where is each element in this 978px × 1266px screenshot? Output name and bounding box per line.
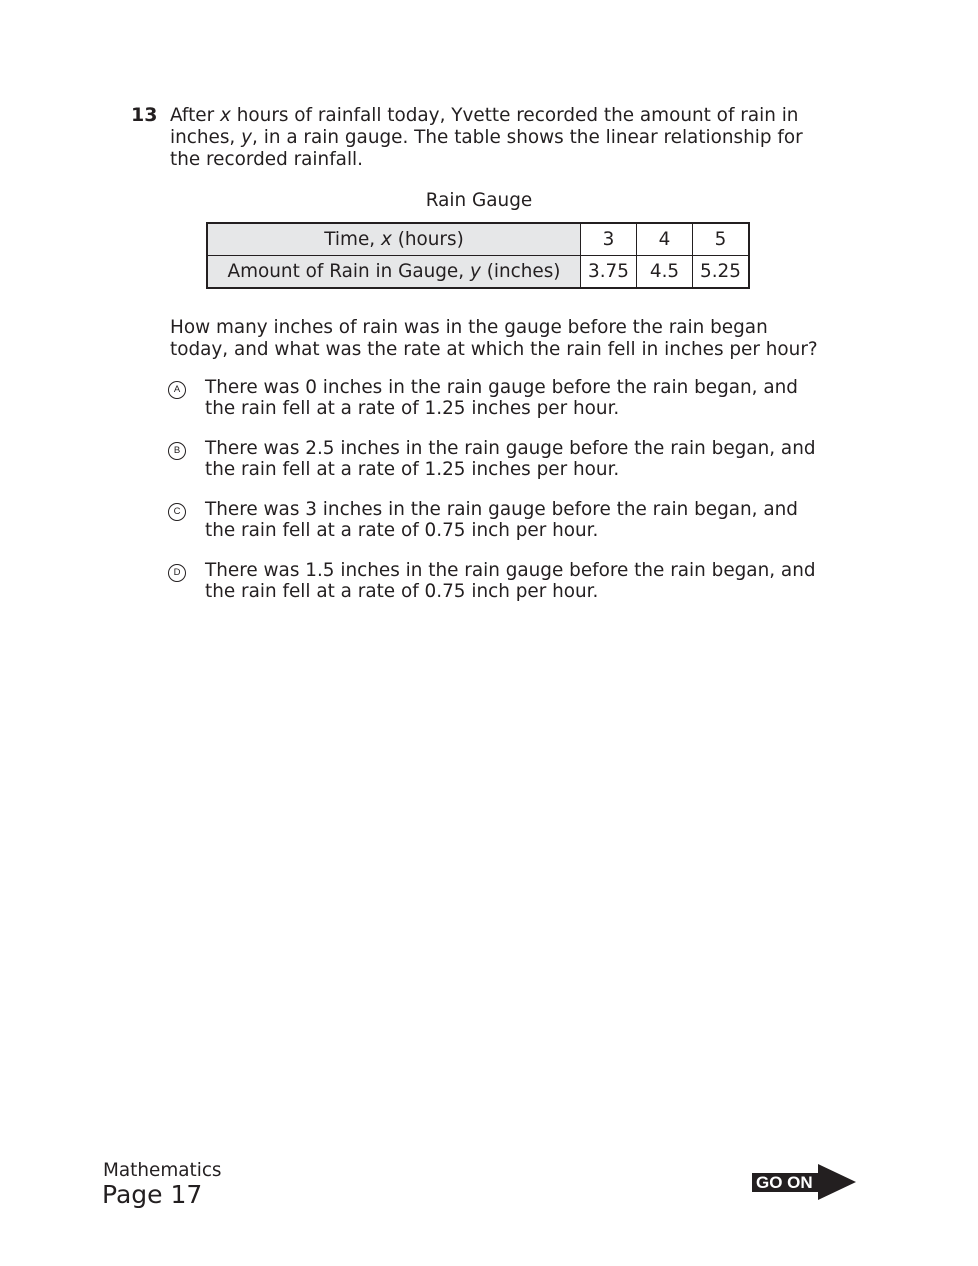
row-header-rain <box>207 256 581 289</box>
stem-text: hours of rainfall today, Yvette recorded the amount of rain in <box>230 105 799 126</box>
table-cell: 5.25 <box>693 256 750 289</box>
footer-page-number: Page 17 <box>102 1180 203 1209</box>
answer-bubble-a[interactable]: A <box>168 381 186 399</box>
variable-x: x <box>380 228 392 250</box>
choice-text <box>205 500 885 541</box>
table-title: Rain Gauge <box>425 190 533 211</box>
table-cell: 5 <box>693 223 750 256</box>
choice-line: There was 1.5 inches in the rain gauge before the rain began, and <box>205 560 816 581</box>
stem-text: , in a rain gauge. The table shows the linear relationship for <box>252 127 803 148</box>
header-text: (inches) <box>480 260 561 282</box>
choice-text <box>205 561 885 602</box>
table-row-time <box>207 223 749 256</box>
stem-text: inches, <box>170 127 242 148</box>
choice-line: There was 3 inches in the rain gauge before the rain began, and <box>205 499 798 520</box>
variable-y: y <box>469 260 481 282</box>
variable-x: x <box>220 105 231 126</box>
prompt-line: How many inches of rain was in the gauge before the rain began <box>170 317 768 338</box>
go-on-label: GO ON <box>756 1173 813 1192</box>
choice-line: There was 2.5 inches in the rain gauge before the rain began, and <box>205 438 816 459</box>
table-cell: 4.5 <box>637 256 693 289</box>
question-number: 13 <box>131 104 158 126</box>
footer-subject: Mathematics <box>103 1160 222 1181</box>
arrow-right-icon <box>818 1164 856 1200</box>
stem-text: After <box>170 105 221 126</box>
question-prompt <box>170 317 890 361</box>
stem-line <box>170 105 870 127</box>
table-cell: 4 <box>637 223 693 256</box>
choice-line: the rain fell at a rate of 0.75 inch per hour. <box>205 580 599 602</box>
choice-text <box>205 439 885 480</box>
stem-line: the recorded rainfall. <box>170 149 364 170</box>
answer-bubble-c[interactable]: C <box>168 503 186 521</box>
variable-y: y <box>241 127 253 148</box>
choice-line: the rain fell at a rate of 1.25 inches per hour. <box>205 397 620 419</box>
choice-text <box>205 378 885 419</box>
choice-line: the rain fell at a rate of 1.25 inches per hour. <box>205 458 620 480</box>
answer-bubble-b[interactable]: B <box>168 442 186 460</box>
choice-line: There was 0 inches in the rain gauge before the rain began, and <box>205 377 798 398</box>
header-text: Amount of Rain in Gauge, <box>227 260 470 282</box>
header-text: Time, <box>324 228 381 250</box>
table-row-rain <box>207 256 749 289</box>
table-cell: 3 <box>581 223 637 256</box>
answer-bubble-d[interactable]: D <box>168 564 186 582</box>
table-cell: 3.75 <box>581 256 637 289</box>
question-stem <box>170 105 870 171</box>
row-header-time <box>207 223 581 256</box>
header-text: (hours) <box>391 228 464 250</box>
rain-gauge-table <box>206 222 750 289</box>
prompt-line: today, and what was the rate at which the rain fell in inches per hour? <box>170 339 818 360</box>
go-on-indicator <box>752 1164 856 1200</box>
choice-line: the rain fell at a rate of 0.75 inch per hour. <box>205 519 599 541</box>
stem-line <box>170 127 870 149</box>
